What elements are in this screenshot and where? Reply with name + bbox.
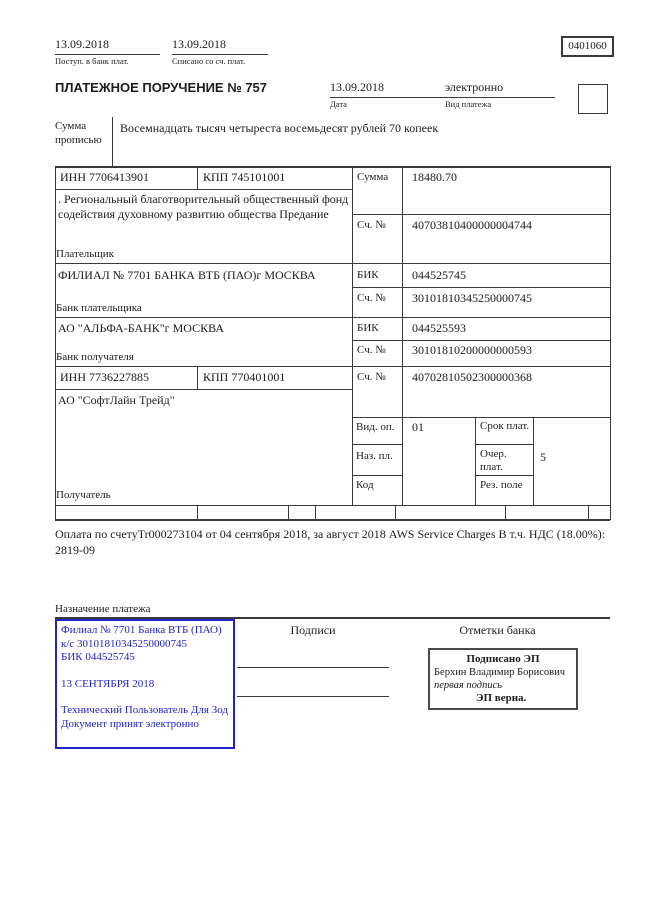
table-line	[352, 340, 610, 341]
bank-stamp-box	[55, 619, 235, 749]
payee-label: Получатель	[56, 489, 111, 501]
stamp-gap	[61, 691, 229, 704]
sum-label: Сумма	[357, 171, 389, 183]
table-line	[55, 505, 610, 506]
amount-words-label: Сумма прописью	[55, 120, 102, 146]
received-in-bank-label: Поступ. в банк плат.	[55, 56, 129, 66]
code-label: Код	[356, 479, 374, 491]
table-line	[505, 505, 506, 519]
table-line	[475, 475, 533, 476]
order-label: Очер. плат.	[480, 448, 507, 473]
payee-bank-bik-label: БИК	[357, 322, 379, 334]
sum-value: 18480.70	[412, 170, 457, 184]
payee-account-label: Сч. №	[357, 371, 386, 383]
status-box	[578, 84, 608, 114]
document-date-label: Дата	[330, 99, 347, 109]
table-line	[197, 366, 198, 389]
table-line	[55, 189, 352, 190]
payer-bank-bik-label: БИК	[357, 269, 379, 281]
amount-words-value: Восемнадцать тысяч четыреста восемьдесят рублей 70 копеек	[120, 121, 439, 135]
stamp-gap	[61, 665, 229, 678]
payee-inn: ИНН 7736227885	[60, 370, 149, 384]
payee-name: АО "СофтЛайн Трейд"	[58, 393, 175, 407]
payment-kind-value: электронно	[445, 80, 555, 98]
bank-marks-label: Отметки банка	[459, 623, 536, 637]
signature-line	[237, 667, 389, 668]
table-line	[55, 166, 610, 168]
payee-kpp: КПП 770401001	[203, 370, 286, 384]
signatures-label: Подписи	[290, 623, 336, 637]
payer-account-label: Сч. №	[357, 219, 386, 231]
stamp-bik-line: БИК 044525745	[61, 651, 135, 663]
table-line	[55, 389, 352, 390]
payer-label: Плательщик	[56, 248, 114, 260]
esign-box	[428, 648, 578, 710]
table-line	[352, 475, 402, 476]
op-kind-value: 01	[412, 420, 424, 434]
stamp-corr-line: к/с 30101810345250000745	[61, 637, 188, 650]
form-code-box: 0401060	[561, 36, 614, 57]
stamp-accept-line: Документ принят электронно	[61, 717, 199, 730]
table-line	[55, 519, 610, 521]
debited-from-account-label: Списано со сч. плат.	[172, 56, 246, 66]
signature-line	[237, 696, 389, 697]
received-in-bank-date: 13.09.2018	[55, 37, 160, 55]
table-line	[55, 263, 610, 264]
table-line	[588, 505, 589, 519]
table-line	[395, 505, 396, 519]
table-line	[352, 166, 353, 505]
table-line	[352, 417, 610, 418]
term-label: Срок плат.	[480, 420, 530, 432]
payee-bank-label: Банк получателя	[56, 351, 134, 363]
esign-note: первая подпись	[434, 680, 503, 691]
table-line	[352, 444, 402, 445]
table-line	[55, 366, 610, 367]
table-line	[610, 166, 611, 520]
esign-verdict: ЭП верна.	[476, 692, 527, 704]
document-date: 13.09.2018	[330, 80, 445, 98]
stamp-user-line: Технический Пользователь Для Зод	[61, 704, 229, 716]
purpose-label: Назначение платежа	[55, 603, 151, 615]
payee-account-value: 40702810502300000368	[412, 370, 532, 384]
payer-name: . Региональный благотворительный общественный фонд содействия духовному развитию общества Предание	[58, 192, 349, 221]
pay-name-label: Наз. пл.	[356, 450, 393, 462]
table-line	[402, 166, 403, 505]
payment-kind-label: Вид платежа	[445, 99, 492, 109]
table-line	[197, 505, 198, 519]
payee-bank-bik-value: 044525593	[412, 321, 466, 335]
table-line	[288, 505, 289, 519]
payee-bank-account-value: 30101810200000000593	[412, 343, 532, 357]
stamp-date-line: 13 СЕНТЯБРЯ 2018	[61, 677, 155, 690]
payer-inn: ИНН 7706413901	[60, 170, 149, 184]
op-kind-label: Вид. оп.	[356, 421, 395, 433]
payee-bank-account-label: Сч. №	[357, 344, 386, 356]
esign-name: Берхин Владимир Борисович	[434, 667, 565, 678]
payer-bank-account-label: Сч. №	[357, 292, 386, 304]
table-line	[315, 505, 316, 519]
payer-bank-account-value: 30101810345250000745	[412, 291, 532, 305]
debited-from-account-date: 13.09.2018	[172, 37, 268, 55]
table-line	[352, 214, 610, 215]
payee-bank-name: АО "АЛЬФА-БАНК"г МОСКВА	[58, 321, 225, 335]
reserve-label: Рез. поле	[480, 479, 523, 491]
table-line	[533, 417, 534, 505]
payer-kpp: КПП 745101001	[203, 170, 286, 184]
stamp-bank-line: Филиал № 7701 Банка ВТБ (ПАО)	[61, 624, 222, 636]
purpose-text: Оплата по счетуTr000273104 от 04 сентября 2018, за август 2018 AWS Service Charges В т.ч. НДС (18.00%): 2819-09	[55, 527, 606, 557]
table-line	[55, 317, 610, 318]
table-line	[352, 287, 610, 288]
order-value: 5	[540, 450, 546, 464]
table-line	[475, 417, 476, 505]
table-line	[55, 166, 56, 520]
table-line	[112, 117, 113, 166]
payer-bank-bik-value: 044525745	[412, 268, 466, 282]
esign-title: Подписано ЭП	[466, 653, 540, 665]
payer-account-value: 40703810400000004744	[412, 218, 532, 232]
payer-bank-label: Банк плательщика	[56, 302, 142, 314]
document-title: ПЛАТЕЖНОЕ ПОРУЧЕНИЕ № 757	[55, 80, 268, 95]
table-line	[475, 444, 533, 445]
table-line	[197, 166, 198, 189]
payer-bank-name: ФИЛИАЛ № 7701 БАНКА ВТБ (ПАО)г МОСКВА	[58, 268, 316, 282]
